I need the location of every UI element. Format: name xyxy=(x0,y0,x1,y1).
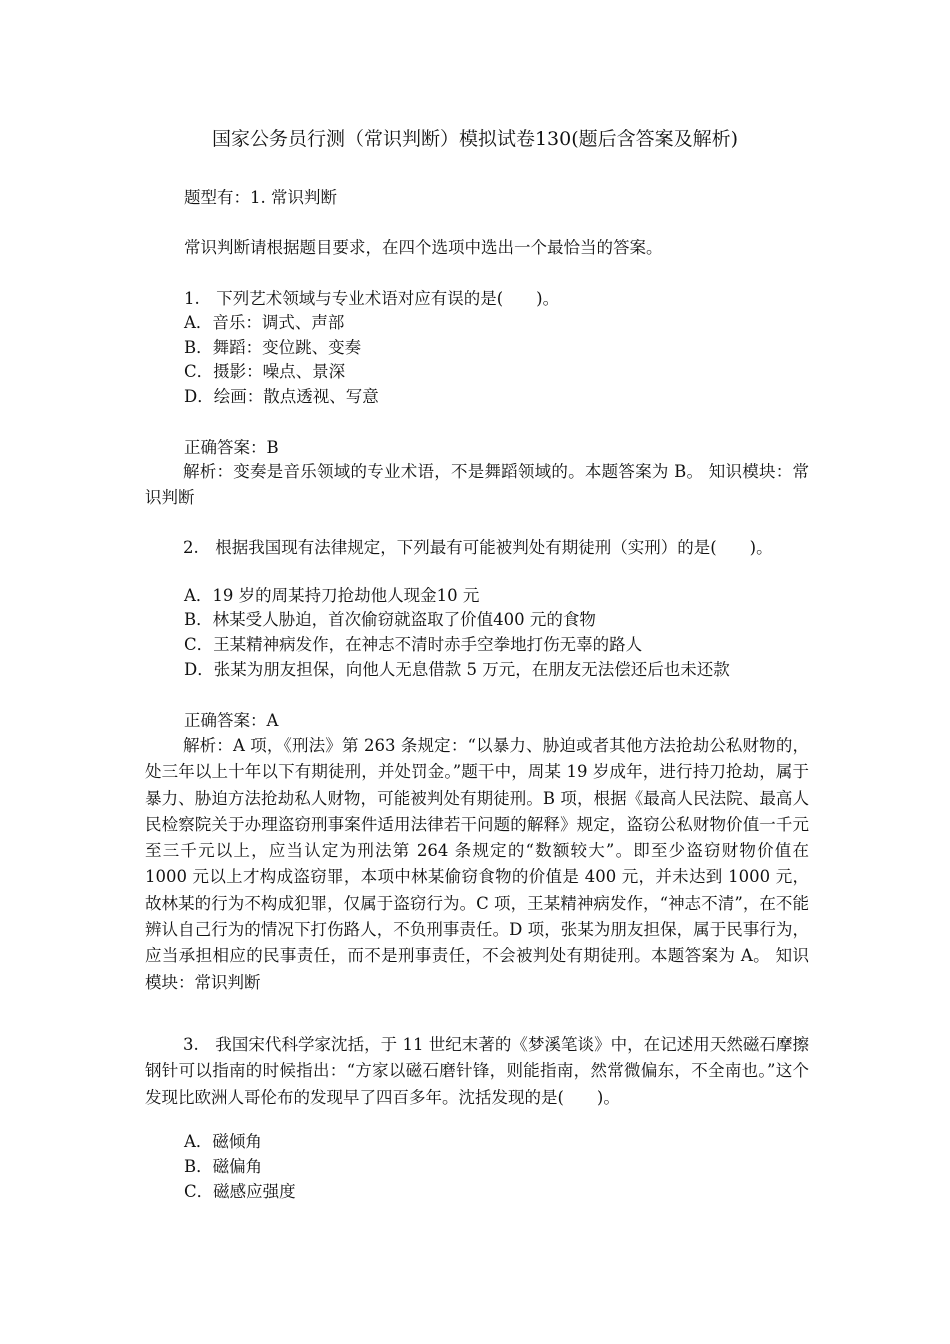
q3-option-a: A．磁倾角 xyxy=(184,1132,262,1151)
q2-stem: 2. 根据我国现有法律规定，下列最有可能被判处有期徒刑（实刑）的是( )。 xyxy=(183,538,773,557)
q2-option-c: C．王某精神病发作，在神志不清时赤手空拳地打伤无辜的路人 xyxy=(184,635,643,654)
q2-analysis: 解析：A 项，《刑法》第 263 条规定：“以暴力、胁迫或者其他方法抢劫公私财物的，处三年以上十年以下有期徒刑，并处罚金。”题干中，周某 19 岁成年，进行持刀抢劫，属于暴力、胁迫方法抢劫私人财物，可能被判处有期徒刑。B 项，根据《最高人民法院、最高人民检察院关于办理盗窃刑事案件适用法律若干问题的解释》规定，盗窃公私财物价值一千元至三千元以上，应当认定为刑法第 264 条规定的“数额较大”。即至少盗窃财物价值在 1000 元以上才构成盗窃罪，本项中林某偷窃食物的价值是 400 元，并未达到 1000 元，故林某的行为不构成犯罪，仅属于盗窃行为。C 项，王某精神病发作，“神志不清”，在不能辨认自己行为的情况下打伤路人，不负刑事责任。D 项，张某为朋友担保，属于民事行为，应当承担相应的民事责任，而不是刑事责任，不会被判处有期徒刑。本题答案为 A。 知识模块：常识判断 xyxy=(145,736,809,992)
q3-stem: 3. 我国宋代科学家沈括，于 11 世纪末著的《梦溪笔谈》中，在记述用天然磁石摩擦钢针可以指南的时候指出：“方家以磁石磨针锋，则能指南，然常微偏东，不全南也。”这个发现比欧洲人哥伦布的发现早了四百多年。沈括发现的是( )。 xyxy=(145,1035,809,1107)
q1-option-b: B．舞蹈：变位跳、变奏 xyxy=(184,338,362,357)
q1-stem: 1. 下列艺术领域与专业术语对应有误的是( )。 xyxy=(184,289,560,308)
q2-option-d: D．张某为朋友担保，向他人无息借款 5 万元，在朋友无法偿还后也未还款 xyxy=(184,660,730,679)
q1-option-d: D．绘画：散点透视、写意 xyxy=(184,387,379,406)
q3-option-b: B．磁偏角 xyxy=(184,1157,263,1176)
q2-option-b: B．林某受人胁迫，首次偷窃就盗取了价值400 元的食物 xyxy=(184,610,596,629)
document-title: 国家公务员行测（常识判断）模拟试卷130(题后含答案及解析) xyxy=(211,128,739,150)
q1-option-c: C．摄影：噪点、景深 xyxy=(184,362,346,381)
q2-answer: 正确答案：A xyxy=(184,711,279,730)
question-type-line: 题型有：1. 常识判断 xyxy=(184,188,337,207)
q1-answer: 正确答案：B xyxy=(184,438,279,457)
q1-option-a: A．音乐：调式、声部 xyxy=(184,313,345,332)
q3-option-c: C．磁感应强度 xyxy=(184,1182,296,1201)
q1-analysis: 解析：变奏是音乐领域的专业术语，不是舞蹈领域的。本题答案为 B。 知识模块：常识判断 xyxy=(145,462,809,508)
instruction-text: 常识判断请根据题目要求，在四个选项中选出一个最恰当的答案。 xyxy=(184,238,663,257)
q2-option-a: A．19 岁的周某持刀抢劫他人现金10 元 xyxy=(184,586,480,605)
